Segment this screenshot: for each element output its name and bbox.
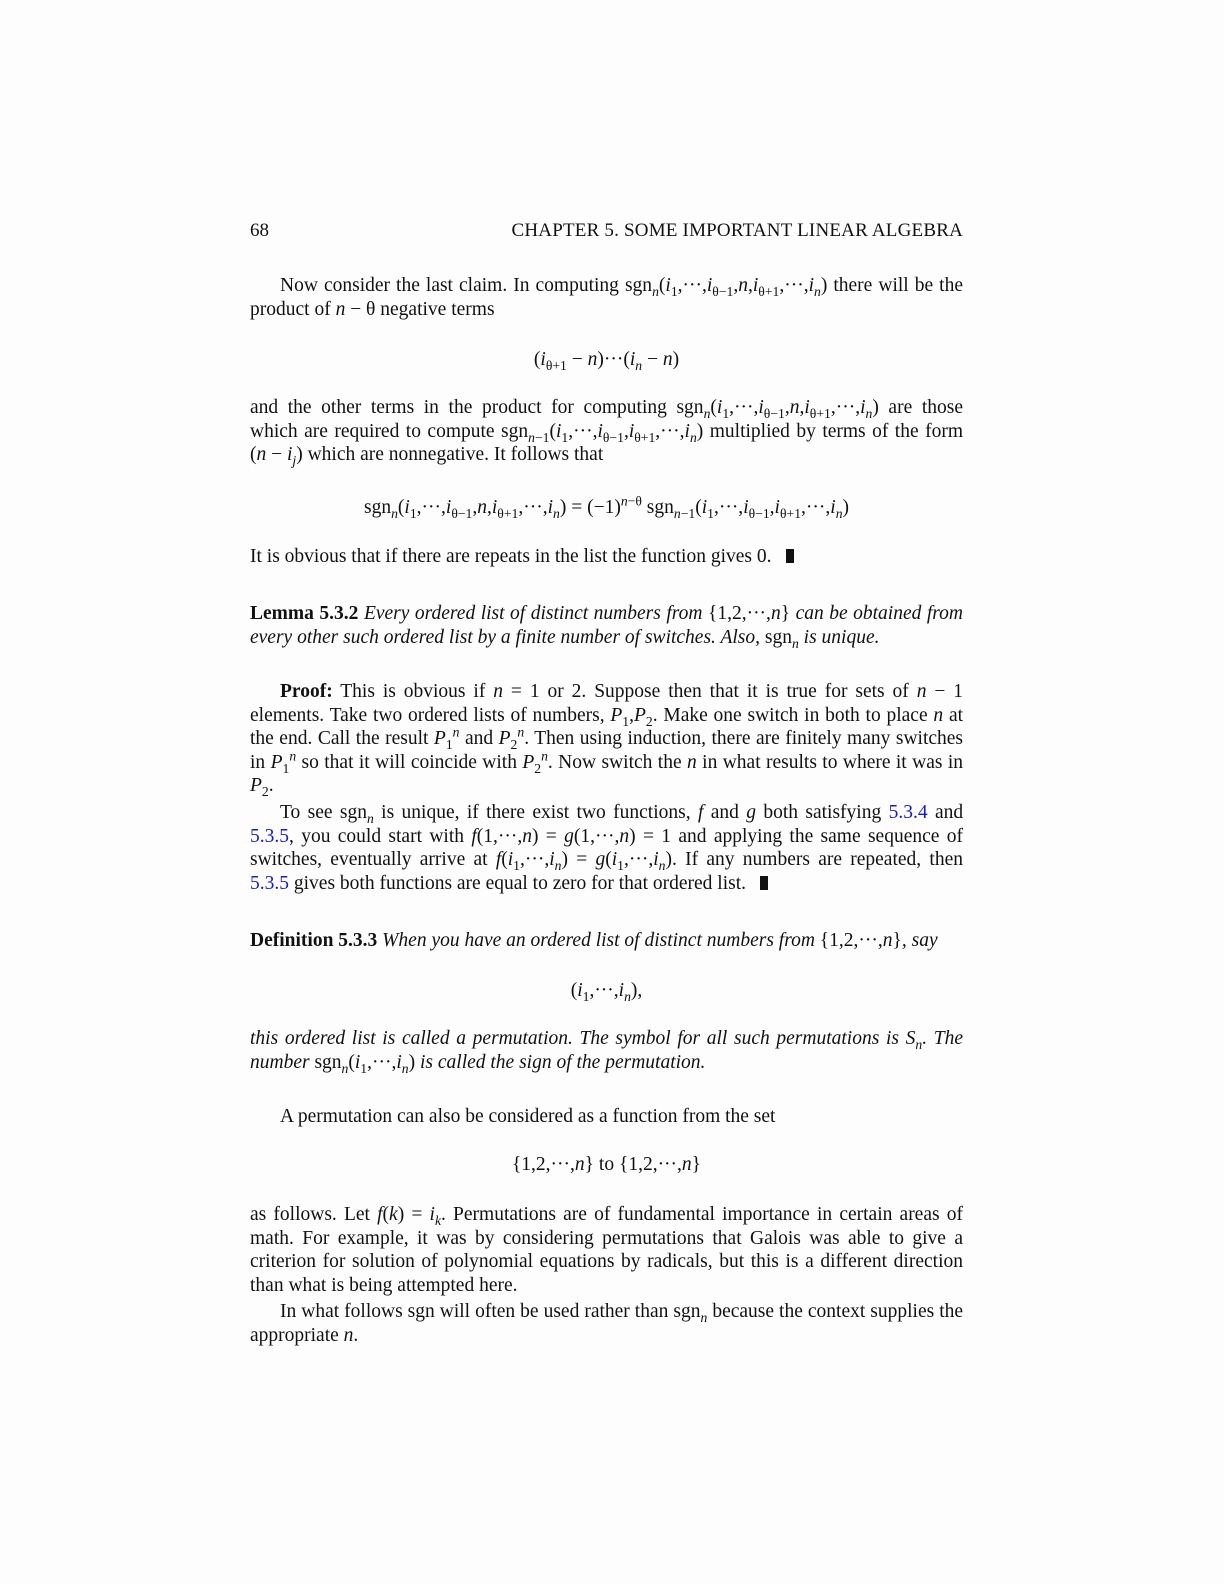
ref-5-3-4-link[interactable]: 5.3.4 [888,802,928,823]
display-permutation-list: $(i_1,\cdot\cdot\cdot,i_n)$, [570,980,643,1004]
qed-symbol [786,549,794,563]
definition-5-3-3-head: Definition 5.3.3 When you have an ordered list of distinct numbers from {1,2,···,n}, say [250,930,938,951]
display-equation-sign-relation: $sgn_n(i_1,\cdot\cdot\cdot,i_{\theta-1},n,i_{\theta+1},\cdot\cdot\cdot,i_n) = (-1)^{n-\theta}$ $sgn_{n-1}(i_1,\cdot\cdot\cdot,i_{\theta-1},i_{\theta+1},\cdot\cdot\cdot,i_n)$ [363,493,850,521]
page-header [250,220,963,244]
paragraph-repeats: It is obvious that if there are repeats in the list the function gives 0. [250,545,963,569]
lemma-5-3-2: Lemma 5.3.2 Every ordered list of distinct numbers from {1,2,···,n} can be obtained from every other such ordered list by a finite number of switches. Also, sgn$_n$ is unique. [250,603,964,651]
paragraph-other-terms: and the other terms in the product for computing $sgn_n(i_1,\cdot\cdot\cdot,i_{\theta-1},n,i_{\theta+1},\cdot\cdot\cdot,i_n)$ are those which are required to compute $sgn_{n-1}(i_1,\cdot\cdot\cdot,i_{\theta-1},i_{\theta+1},\cdot\cdot\cdot,i_n)$ multiplied by terms of the form $(n - i_j)$ which are nonnegative. It follows that [250,397,963,469]
display-equation-negative-terms: $(i_{\theta+1} - n)\cdot\cdot\cdot(i_n - n)$ [533,349,680,373]
definition-5-3-3-body: this ordered list is called a permutation. The symbol for all such permutations is $S_n$. The number $sgn_n(i_1,\cdot\cdot\cdot,i_n)$ is called the sign of the permutation. [250,1028,964,1076]
ref-5-3-5-link[interactable]: 5.3.5 [250,825,289,847]
paragraph-permutation-function: A permutation can also be considered as a function from the set [280,1106,776,1127]
paragraph-last-claim: Now consider the last claim. In computing $sgn_n(i_1,\cdot\cdot\cdot,i_{\theta-1},n,i_{\theta+1},\cdot\cdot\cdot,i_n)$ there will be the product of n − θ negative terms [250,275,963,320]
page-number: 68 [250,220,269,241]
display-set-map: {1,2,···,n} to {1,2,···,n} [511,1154,702,1175]
paragraph-uniqueness: To see sgn$_n$ is unique, if there exist two functions, f and g both satisfying 5.3.4 and 5.3.5, you could start with f(1,···,n) = g(1,···,n) = 1 and applying the same sequence of switches, eventually arrive at $f(i_1,\cdot\cdot\cdot,i_n) = g(i_1,\cdot\cdot\cdot,i_n)$. If any numbers are repeated, then 5.3.5 gives both functions are equal to zero for that ordered list. [250,802,964,894]
paragraph-sgn-notation: In what follows sgn will often be used rather than sgn$_n$ because the context supplies the appropriate n. [250,1301,964,1346]
qed-symbol-2 [760,876,768,890]
ref-5-3-5-link-2[interactable]: 5.3.5 [250,872,289,894]
chapter-title: CHAPTER 5. SOME IMPORTANT LINEAR ALGEBRA [511,220,963,241]
proof-paragraph: Proof: This is obvious if n = 1 or 2. Suppose then that it is true for sets of n − 1 elements. Take two ordered lists of numbers, $P_1,P_2$. Make one switch in both to place n at the end. Call the result $P_1^n$ and $P_2^n$. Then using induction, there are finitely many switches in $P_1^n$ so that it will coincide with $P_2^n$. Now switch the n in what results to where it was in $P_2$. [250,681,964,800]
paragraph-galois: as follows. Let $f(k) = i_k$. Permutations are of fundamental importance in certain areas of math. For example, it was by considering permutations that Galois was able to give a criterion for solution of polynomial equations by radicals, but this is a different direction than what is being attempted here. [250,1204,963,1296]
